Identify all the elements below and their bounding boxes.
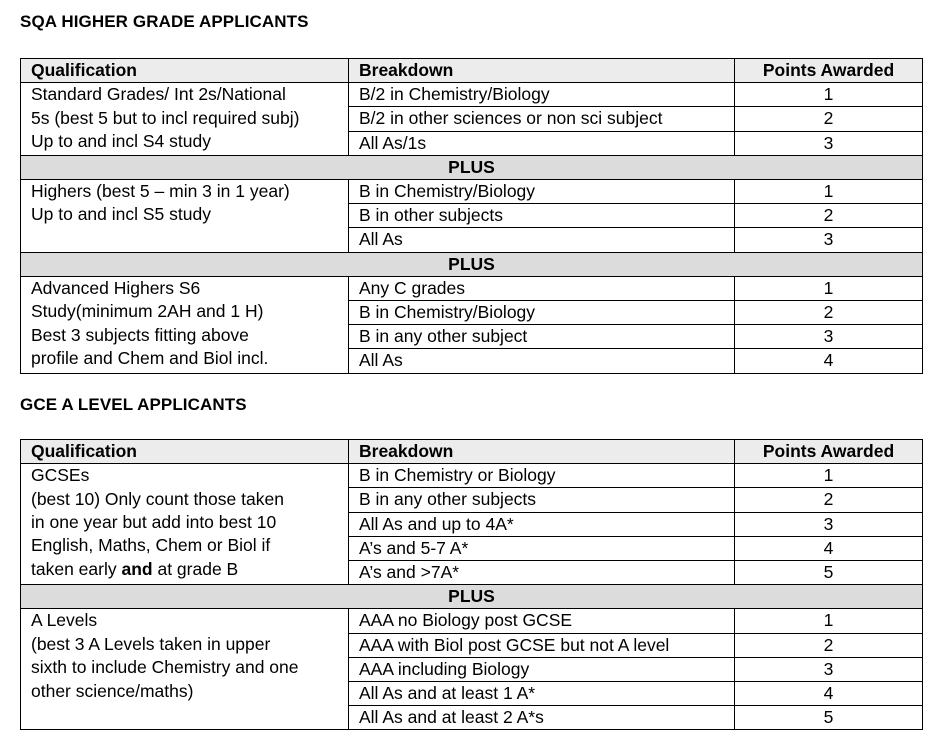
qualification-line: Best 3 subjects fitting above (31, 324, 249, 345)
breakdown-cell: B/2 in other sciences or non sci subject (349, 107, 735, 131)
points-cell: 3 (735, 325, 923, 349)
qualification-text: taken early (31, 558, 122, 579)
breakdown-cell: B in any other subject (349, 325, 735, 349)
column-header-qualification: Qualification (21, 59, 349, 83)
gce-heading: GCE A LEVEL APPLICANTS (20, 395, 247, 414)
qualification-line: (best 10) Only count those taken (31, 488, 284, 509)
points-cell: 2 (735, 488, 923, 512)
breakdown-cell: AAA with Biol post GCSE but not A level (349, 633, 735, 657)
breakdown-cell: All As and up to 4A* (349, 512, 735, 536)
points-cell: 1 (735, 609, 923, 633)
points-cell: 3 (735, 131, 923, 155)
qualification-cell (21, 609, 349, 730)
qualification-line: Up to and incl S5 study (31, 204, 211, 225)
table-row (21, 464, 923, 488)
breakdown-cell: All As (349, 228, 735, 252)
breakdown-cell: B in any other subjects (349, 488, 735, 512)
table-header-row (21, 59, 923, 83)
points-cell: 2 (735, 107, 923, 131)
qualification-line: 5s (best 5 but to incl required subj) (31, 107, 300, 128)
breakdown-cell: B/2 in Chemistry/Biology (349, 83, 735, 107)
breakdown-cell: B in other subjects (349, 204, 735, 228)
column-header-breakdown: Breakdown (349, 59, 735, 83)
qualification-line: other science/maths) (31, 680, 194, 701)
breakdown-cell: All As (349, 349, 735, 373)
points-cell: 2 (735, 204, 923, 228)
breakdown-cell: AAA no Biology post GCSE (349, 609, 735, 633)
qualification-line: Advanced Highers S6 (31, 277, 201, 298)
plus-row (21, 252, 923, 276)
points-cell: 3 (735, 228, 923, 252)
qualification-text: at grade B (152, 558, 239, 579)
breakdown-cell: B in Chemistry or Biology (349, 464, 735, 488)
qualification-line: Study(minimum 2AH and 1 H) (31, 301, 264, 322)
qualification-line: Standard Grades/ Int 2s/National (31, 84, 286, 105)
qualification-line: Highers (best 5 – min 3 in 1 year) (31, 181, 290, 202)
table-row (21, 180, 923, 204)
sqa-table (20, 58, 923, 374)
table-row (21, 276, 923, 300)
plus-label: PLUS (21, 252, 923, 276)
breakdown-cell: A’s and >7A* (349, 561, 735, 585)
breakdown-cell: All As and at least 2 A*s (349, 706, 735, 730)
points-cell: 4 (735, 682, 923, 706)
plus-label: PLUS (21, 155, 923, 179)
table-row (21, 609, 923, 633)
qualification-line: (best 3 A Levels taken in upper (31, 633, 271, 654)
qualification-line: in one year but add into best 10 (31, 512, 277, 533)
points-cell: 4 (735, 536, 923, 560)
table-header-row (21, 440, 923, 464)
points-cell: 1 (735, 276, 923, 300)
qualification-line: A Levels (31, 610, 98, 631)
points-cell: 3 (735, 657, 923, 681)
qualification-line (31, 559, 238, 579)
column-header-breakdown: Breakdown (349, 440, 735, 464)
sqa-heading: SQA HIGHER GRADE APPLICANTS (20, 12, 309, 31)
column-header-points: Points Awarded (735, 59, 923, 83)
points-cell: 1 (735, 464, 923, 488)
breakdown-cell: B in Chemistry/Biology (349, 180, 735, 204)
points-cell: 2 (735, 633, 923, 657)
gce-table (20, 439, 923, 730)
qualification-cell (21, 464, 349, 585)
points-cell: 4 (735, 349, 923, 373)
points-cell: 5 (735, 706, 923, 730)
qualification-line: sixth to include Chemistry and one (31, 657, 299, 678)
column-header-points: Points Awarded (735, 440, 923, 464)
breakdown-cell: A’s and 5-7 A* (349, 536, 735, 560)
qualification-line: English, Maths, Chem or Biol if (31, 535, 271, 556)
points-cell: 1 (735, 83, 923, 107)
points-cell: 2 (735, 301, 923, 325)
plus-row (21, 155, 923, 179)
breakdown-cell: B in Chemistry/Biology (349, 301, 735, 325)
qualification-line: Up to and incl S4 study (31, 131, 211, 152)
breakdown-cell: Any C grades (349, 276, 735, 300)
qualification-cell (21, 276, 349, 373)
qualification-cell (21, 83, 349, 156)
breakdown-cell: All As and at least 1 A* (349, 682, 735, 706)
breakdown-cell: AAA including Biology (349, 657, 735, 681)
points-cell: 1 (735, 180, 923, 204)
table-row (21, 83, 923, 107)
points-cell: 5 (735, 561, 923, 585)
plus-label: PLUS (21, 585, 923, 609)
qualification-line: GCSEs (31, 465, 90, 486)
qualification-line: profile and Chem and Biol incl. (31, 348, 269, 369)
breakdown-cell: All As/1s (349, 131, 735, 155)
plus-row (21, 585, 923, 609)
qualification-emphasis: and (121, 558, 153, 579)
points-cell: 3 (735, 512, 923, 536)
column-header-qualification: Qualification (21, 440, 349, 464)
qualification-cell (21, 180, 349, 253)
